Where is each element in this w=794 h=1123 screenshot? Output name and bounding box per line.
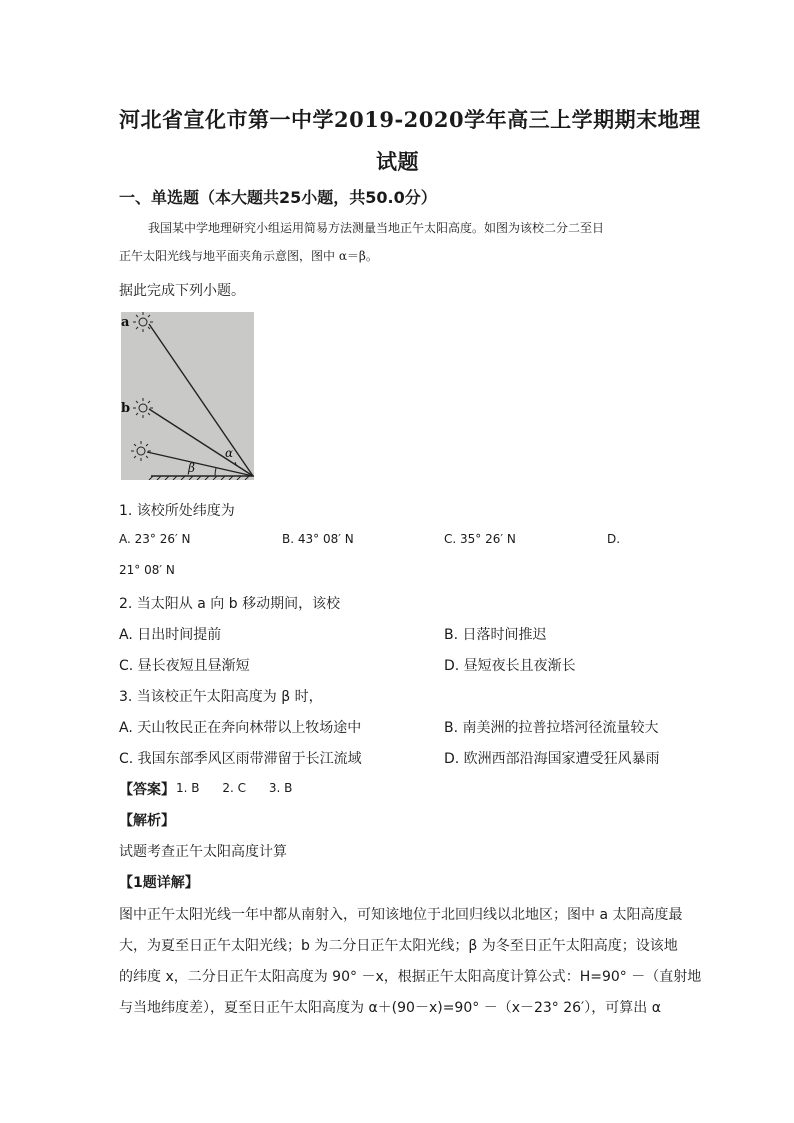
- question-3-option-c: C. 我国东部季风区雨带滞留于长江流域: [119, 751, 362, 767]
- document-title-line1: 河北省宣化市第一中学2019-2020学年高三上学期期末地理: [119, 107, 701, 132]
- intro-line-2: 正午太阳光线与地平面夹角示意图，图中 α＝β。: [119, 249, 378, 263]
- analysis-tag: 【解析】: [119, 813, 175, 829]
- question-2-option-b: B. 日落时间推迟: [444, 627, 547, 643]
- ray-a: [149, 324, 253, 476]
- question-2-option-a: A. 日出时间提前: [119, 627, 222, 643]
- question-3-stem: 3. 当该校正午太阳高度为 β 时，: [119, 689, 323, 705]
- question-3-option-a: A. 天山牧民正在奔向林带以上牧场途中: [119, 720, 362, 736]
- ray-b: [149, 409, 253, 476]
- ray-c: [147, 452, 253, 476]
- sun-b-icon: [133, 398, 153, 418]
- sun-angle-figure: [121, 312, 254, 480]
- document-title-line2: 试题: [376, 149, 419, 174]
- sun-c-icon: [131, 441, 151, 461]
- question-3-option-b: B. 南美洲的拉普拉塔河径流量较大: [444, 720, 659, 736]
- answer-tag: 【答案】: [119, 782, 175, 798]
- question-1-option-b: B. 43° 08′ N: [282, 532, 354, 546]
- analysis-text: 试题考查正午太阳高度计算: [119, 844, 287, 860]
- label-alpha: α: [225, 446, 234, 460]
- label-beta: β: [188, 461, 195, 475]
- question-1-option-a: A. 23° 26′ N: [119, 532, 191, 546]
- question-2-option-d: D. 昼短夜长且夜渐长: [444, 658, 576, 674]
- question-1-option-d-value: 21° 08′ N: [119, 563, 175, 577]
- question-1-option-c: C. 35° 26′ N: [444, 532, 516, 546]
- sun-a-icon: [133, 312, 153, 332]
- detail-line-3: 的纬度 x，二分日正午太阳高度为 90° －x，根据正午太阳高度计算公式：H=90° －（直射地: [119, 969, 702, 985]
- beta-arc: [215, 468, 216, 476]
- section-heading: 一、单选题（本大题共25小题，共50.0分）: [119, 188, 437, 207]
- detail-line-2: 大，为夏至日正午太阳光线；b 为二分日正午太阳光线；β 为冬至日正午太阳高度；设该地: [119, 938, 678, 954]
- question-3-option-d: D. 欧洲西部沿海国家遭受狂风暴雨: [444, 751, 660, 767]
- question-1-stem: 1. 该校所处纬度为: [119, 503, 235, 519]
- question-2-stem: 2. 当太阳从 a 向 b 移动期间，该校: [119, 596, 341, 612]
- detail-line-1: 图中正午太阳光线一年中都从南射入，可知该地位于北回归线以北地区；图中 a 太阳高度最: [119, 907, 683, 923]
- detail-line-4: 与当地纬度差），夏至日正午太阳高度为 α＋(90－x)=90° －（x－23° 26′），可算出 α: [119, 1000, 661, 1016]
- label-a: a: [121, 315, 130, 330]
- answer-text: 1. B 2. C 3. B: [176, 781, 293, 795]
- intro-line-1: 我国某中学地理研究小组运用简易方法测量当地正午太阳高度。如图为该校二分二至日: [148, 221, 605, 235]
- question-2-option-c: C. 昼长夜短且昼渐短: [119, 658, 250, 674]
- detail-tag: 【1题详解】: [119, 875, 199, 891]
- question-1-option-d: D.: [607, 532, 621, 546]
- intro-line-3: 据此完成下列小题。: [119, 283, 245, 299]
- label-b: b: [121, 401, 131, 416]
